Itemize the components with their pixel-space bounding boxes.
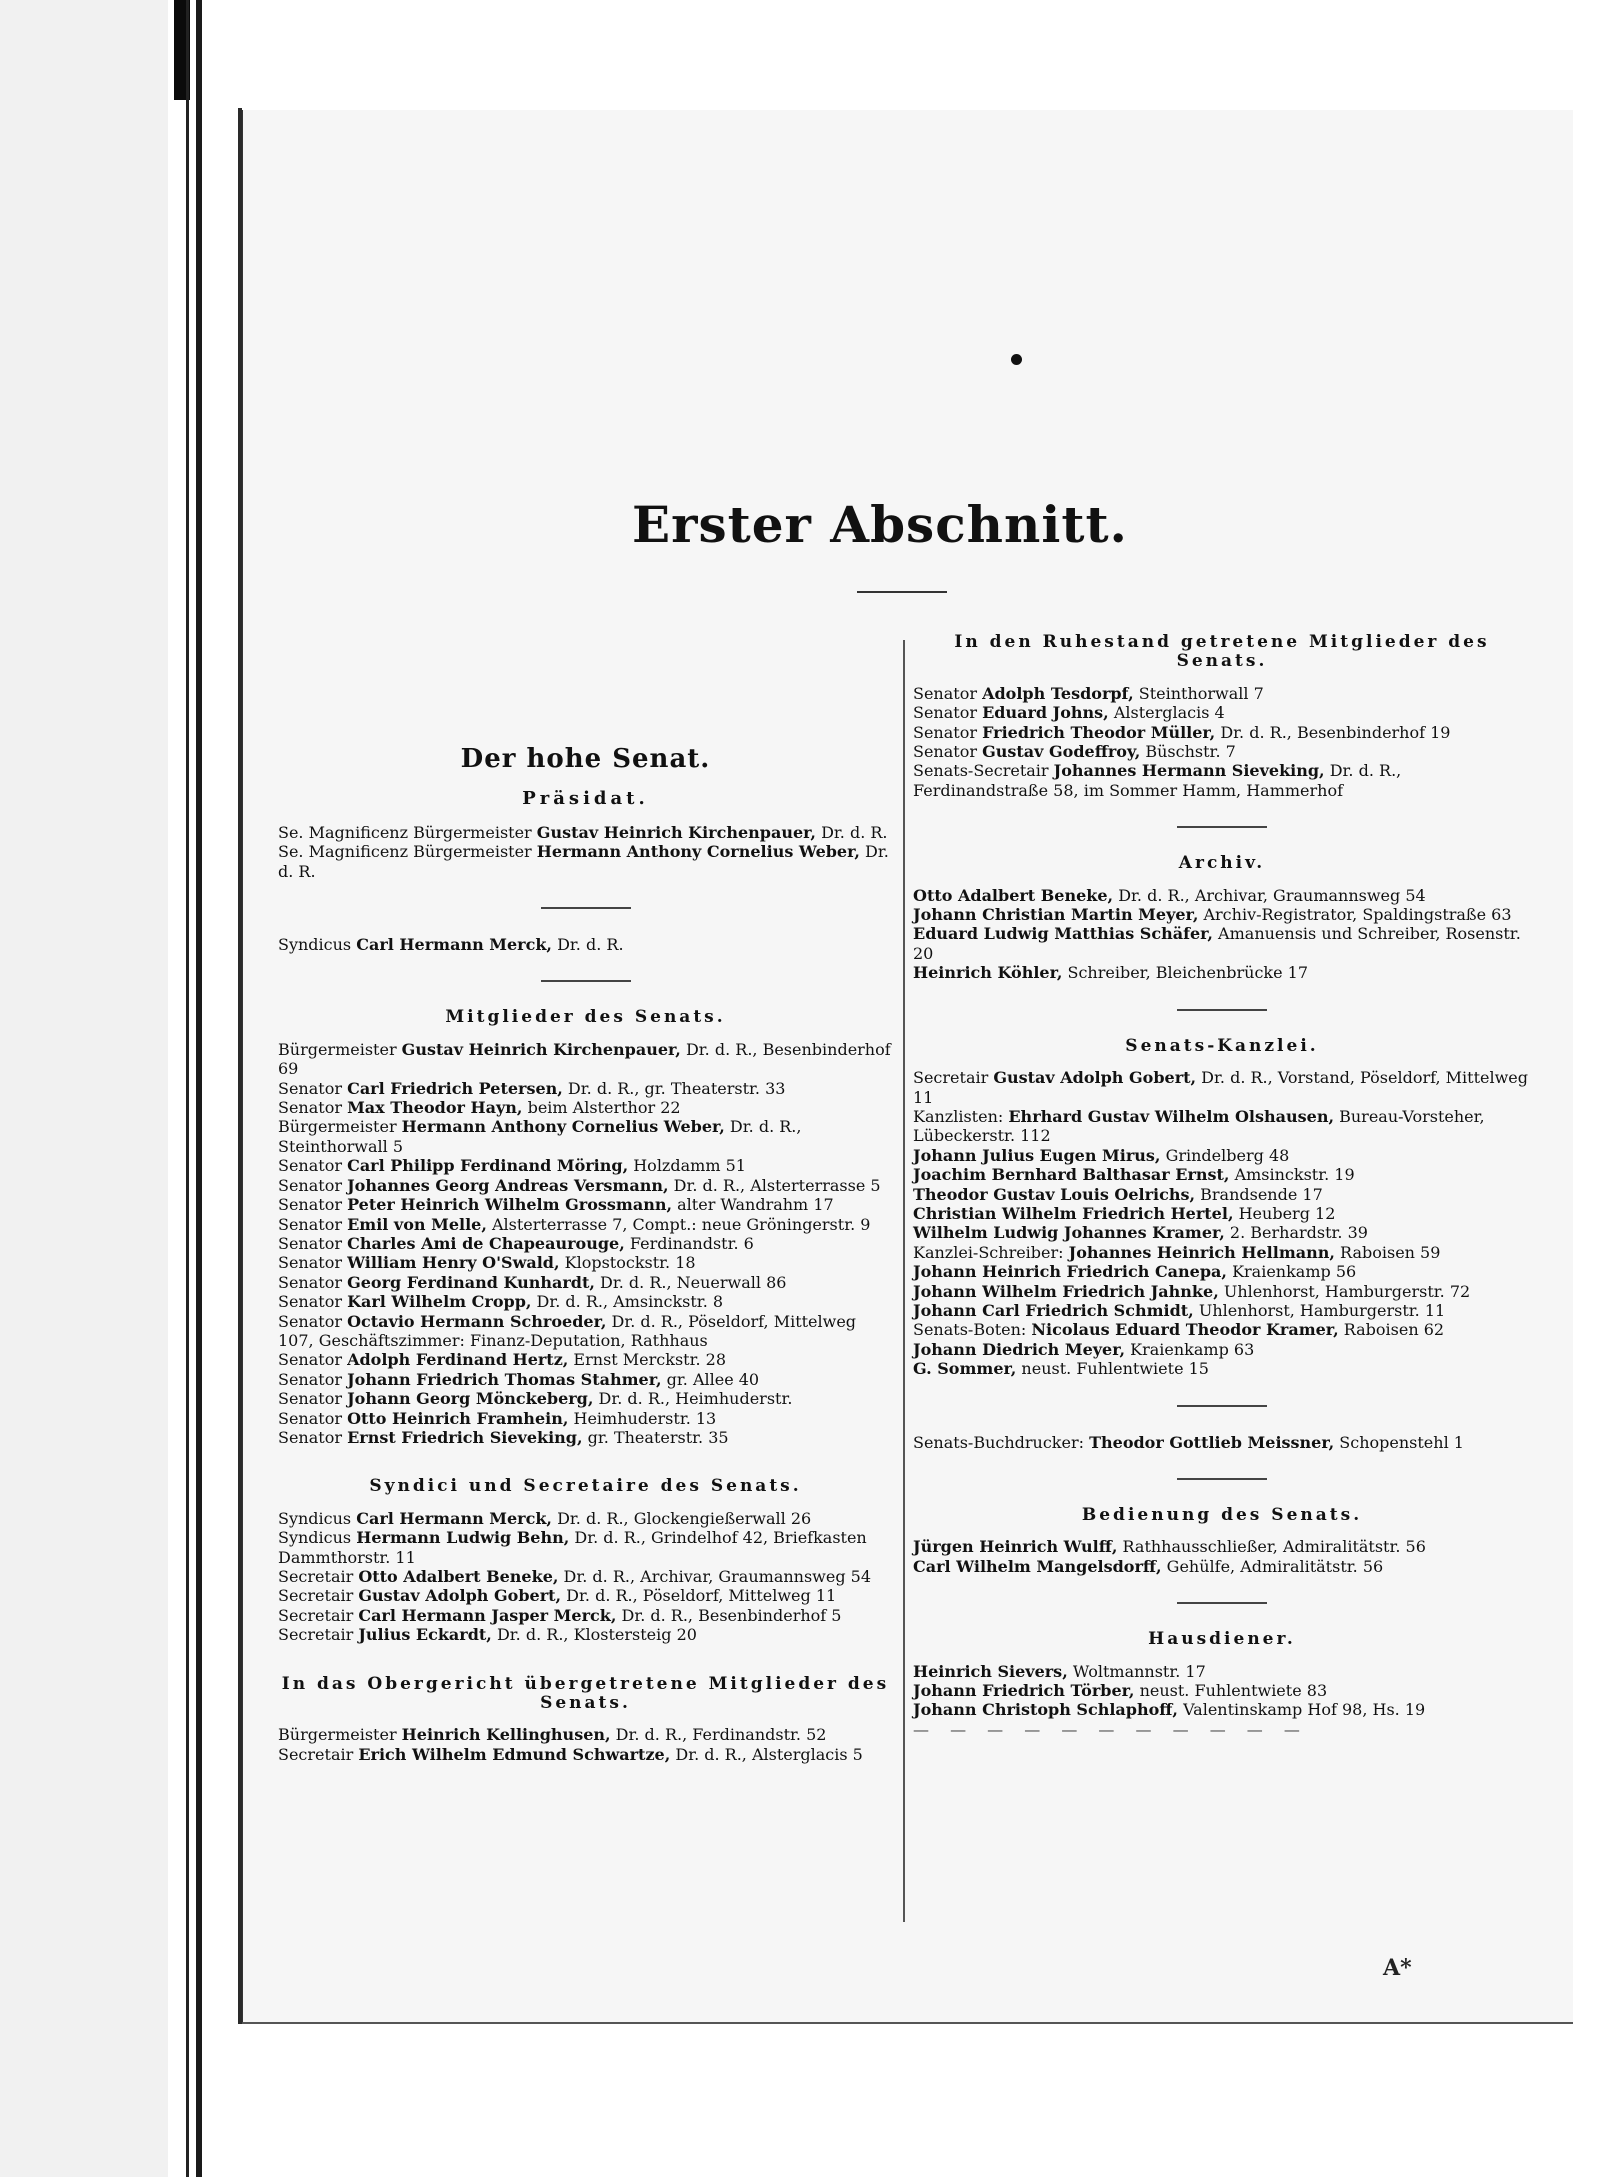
entry-details: Dr. d. R., Pöseldorf, Mittelweg 11	[561, 1586, 837, 1606]
list-item	[278, 1292, 893, 1311]
section-rule	[1177, 1405, 1267, 1407]
section-rule	[1177, 1602, 1267, 1604]
list-item	[278, 1528, 893, 1567]
entry-title: Senator	[913, 722, 983, 742]
entry-details: Raboisen 59	[1334, 1242, 1441, 1262]
entry-name: Theodor Gustav Louis Oelrichs,	[913, 1184, 1196, 1204]
entry-name: Joachim Bernhard Balthasar Ernst,	[913, 1165, 1230, 1185]
entry-details: beim Alsterthor 22	[522, 1098, 681, 1118]
title-rule	[857, 591, 947, 593]
entry-details: Grindelberg 48	[1160, 1145, 1290, 1165]
entry-details: Dr. d. R., Grindelhof 42, Briefkasten Dammthorstr. 11	[278, 1528, 867, 1567]
entry-title: Senator	[278, 1175, 348, 1195]
entry-details: Raboisen 62	[1338, 1320, 1445, 1340]
entry-name: Gustav Adolph Gobert,	[358, 1586, 562, 1606]
entry-title: Se. Magnificenz Bürgermeister	[278, 842, 537, 862]
ruhestand-list	[913, 684, 1531, 800]
entry-title: Senator	[278, 1427, 348, 1447]
column-divider	[903, 640, 905, 1922]
hausdiener-list	[913, 1662, 1531, 1720]
list-item	[913, 684, 1531, 703]
entry-details: Uhlenhorst, Hamburgerstr. 72	[1218, 1281, 1471, 1301]
entry-title: Senats-Buchdrucker:	[913, 1432, 1090, 1452]
entry-title: Senator	[278, 1078, 348, 1098]
entry-details: Alsterterrasse 7, Compt.: neue Gröningerstr. 9	[486, 1214, 871, 1234]
entry-title: Kanzlisten:	[913, 1106, 1009, 1126]
entry-name: Gustav Heinrich Kirchenpauer,	[536, 822, 816, 842]
entry-name: Jürgen Heinrich Wulff,	[913, 1537, 1118, 1557]
entry-name: Johann Friedrich Thomas Stahmer,	[347, 1369, 662, 1389]
entry-name: Heinrich Kellinghusen,	[401, 1725, 611, 1745]
list-item	[278, 1725, 893, 1744]
entry-details: Heuberg 12	[1233, 1203, 1336, 1223]
list-item	[913, 1282, 1531, 1301]
kanzlei-heading: Senats-Kanzlei.	[1125, 1035, 1319, 1056]
entry-title: Senator	[278, 1408, 348, 1428]
entry-name: Theodor Gottlieb Meissner,	[1089, 1432, 1335, 1452]
entry-details: Dr. d. R., Steinthorwall 5	[278, 1117, 802, 1156]
list-item	[278, 1350, 893, 1369]
list-item	[913, 1359, 1531, 1378]
list-item	[913, 1165, 1531, 1184]
mitglieder-list	[278, 1040, 893, 1448]
entry-details: Valentinskamp Hof 98, Hs. 19	[1177, 1700, 1426, 1720]
entry-details: Woltmannstr. 17	[1067, 1661, 1206, 1681]
entry-name: G. Sommer,	[913, 1359, 1017, 1379]
syndici-list	[278, 1509, 893, 1645]
entry-name: Karl Wilhelm Cropp,	[347, 1292, 532, 1312]
entry-name: Nicolaus Eduard Theodor Kramer,	[1031, 1320, 1339, 1340]
kanzlei-list	[913, 1068, 1531, 1379]
entry-details: Ferdinandstr. 6	[624, 1233, 754, 1253]
entry-details: Gehülfe, Admiralitätstr. 56	[1161, 1556, 1384, 1576]
entry-details: Schreiber, Bleichenbrücke 17	[1062, 963, 1309, 983]
bedienung-list	[913, 1537, 1531, 1576]
list-item	[913, 1301, 1531, 1320]
entry-name: Max Theodor Hayn,	[347, 1098, 523, 1118]
list-item	[278, 1176, 893, 1195]
bedienung-heading: Bedienung des Senats.	[1081, 1505, 1363, 1525]
entry-details: Dr. d. R., Pöseldorf, Mittelweg 107, Geschäftszimmer: Finanz-Deputation, Rathhaus	[278, 1311, 857, 1350]
list-item	[913, 1557, 1531, 1576]
entry-name: Adolph Ferdinand Hertz,	[347, 1350, 569, 1370]
list-item	[278, 1195, 893, 1214]
entry-name: Johann Friedrich Törber,	[913, 1681, 1135, 1701]
entry-title: Bürgermeister	[278, 1039, 402, 1059]
entry-details: alter Wandrahm 17	[672, 1195, 834, 1215]
entry-name: Georg Ferdinand Kunhardt,	[347, 1272, 595, 1292]
entry-title: Senator	[278, 1272, 348, 1292]
entry-name: Carl Philipp Ferdinand Möring,	[347, 1156, 629, 1176]
entry-details: Dr. d. R.	[815, 822, 888, 842]
scan-edge-bar	[196, 0, 202, 2177]
entry-title: Secretair	[278, 1586, 359, 1606]
section-rule	[541, 907, 631, 909]
entry-name: Johann Carl Friedrich Schmidt,	[913, 1300, 1194, 1320]
entry-title: Senator	[913, 683, 983, 703]
mitglieder-heading: Mitglieder des Senats.	[445, 1007, 726, 1028]
list-item	[913, 905, 1531, 924]
entry-name: Ernst Friedrich Sieveking,	[347, 1427, 583, 1447]
entry-title: Senator	[278, 1311, 348, 1331]
entry-title: Senator	[278, 1350, 348, 1370]
entry-name: Emil von Melle,	[347, 1214, 487, 1234]
entry-name: Carl Wilhelm Mangelsdorff,	[913, 1556, 1162, 1576]
entry-details: Amanuensis und Schreiber, Rosenstr. 20	[913, 924, 1521, 963]
entry-name: Johann Julius Eugen Mirus,	[913, 1145, 1161, 1165]
entry-title: Senator	[278, 1253, 348, 1273]
entry-name: Carl Hermann Jasper Merck,	[358, 1605, 617, 1625]
entry-details: Dr. d. R., Vorstand, Pöseldorf, Mittelweg 11	[913, 1068, 1528, 1107]
entry-name: Otto Adalbert Beneke,	[913, 885, 1114, 905]
entry-name: Carl Hermann Merck,	[356, 935, 552, 955]
entry-name: Johannes Georg Andreas Versmann,	[347, 1175, 669, 1195]
entry-title: Senator	[278, 1156, 348, 1176]
list-item	[278, 823, 893, 842]
syndicus-line	[278, 935, 893, 954]
list-item	[913, 1243, 1531, 1262]
entry-title: Senats-Secretair	[913, 761, 1054, 781]
entry-title: Secretair	[278, 1605, 359, 1625]
entry-name: Johann Heinrich Friedrich Canepa,	[913, 1262, 1227, 1282]
entry-details: Büschstr. 7	[1140, 742, 1236, 762]
entry-title: Senats-Boten:	[913, 1320, 1032, 1340]
list-item	[278, 1117, 893, 1156]
list-item	[913, 1340, 1531, 1359]
list-item	[913, 1262, 1531, 1281]
entry-details: Archiv-Registrator, Spaldingstraße 63	[1198, 905, 1512, 925]
list-item	[278, 1389, 893, 1408]
right-column	[913, 633, 1531, 1739]
list-item	[913, 1107, 1531, 1146]
senat-heading: Der hohe Senat.	[460, 744, 711, 774]
buchdrucker-line	[913, 1433, 1531, 1452]
list-item	[913, 723, 1531, 742]
entry-details: Brandsende 17	[1195, 1184, 1323, 1204]
entry-title: Bürgermeister	[278, 1725, 402, 1745]
entry-details: gr. Theaterstr. 35	[582, 1427, 729, 1447]
ruhestand-heading: In den Ruhestand getretene Mitglieder des Senats.	[954, 632, 1490, 672]
list-item	[913, 963, 1531, 982]
entry-name: Eduard Johns,	[982, 703, 1109, 723]
entry-details: neust. Fuhlentwiete 15	[1016, 1359, 1209, 1379]
list-item	[278, 1586, 893, 1605]
entry-name: Adolph Tesdorpf,	[982, 683, 1134, 703]
entry-title: Syndicus	[278, 935, 357, 955]
entry-details: Klopstockstr. 18	[559, 1253, 696, 1273]
entry-name: Johannes Hermann Sieveking,	[1053, 761, 1325, 781]
entry-details: Dr. d. R., Alsterterrasse 5	[668, 1175, 881, 1195]
list-item	[913, 1537, 1531, 1556]
list-item	[278, 1745, 893, 1764]
entry-title: Senator	[913, 742, 983, 762]
entry-title: Secretair	[278, 1625, 359, 1645]
entry-name: Wilhelm Ludwig Johannes Kramer,	[913, 1223, 1225, 1243]
entry-details: Kraienkamp 63	[1125, 1339, 1255, 1359]
archiv-list	[913, 886, 1531, 983]
list-item	[278, 1040, 893, 1079]
entry-details: Steinthorwall 7	[1133, 683, 1264, 703]
entry-name: Carl Friedrich Petersen,	[347, 1078, 563, 1098]
entry-title: Syndicus	[278, 1528, 357, 1548]
entry-title: Senator	[278, 1098, 348, 1118]
section-rule	[1177, 826, 1267, 828]
list-item	[278, 1312, 893, 1351]
entry-name: Octavio Hermann Schroeder,	[347, 1311, 607, 1331]
entry-details: Dr. d. R., Amsinckstr. 8	[531, 1292, 724, 1312]
ink-dot	[1011, 354, 1022, 365]
entry-name: Ehrhard Gustav Wilhelm Olshausen,	[1008, 1106, 1335, 1126]
entry-name: Gustav Godeffroy,	[982, 742, 1141, 762]
entry-name: Heinrich Sievers,	[913, 1661, 1068, 1681]
entry-details: Dr. d. R.	[552, 935, 624, 955]
list-item	[278, 1273, 893, 1292]
list-item	[913, 761, 1531, 800]
scan-edge-line	[186, 0, 189, 2177]
entry-name: Hermann Anthony Cornelius Weber,	[536, 842, 860, 862]
entry-name: Erich Wilhelm Edmund Schwartze,	[358, 1744, 671, 1764]
list-item	[278, 842, 893, 881]
entry-title: Senator	[278, 1292, 348, 1312]
list-item	[913, 703, 1531, 722]
entry-name: Heinrich Köhler,	[913, 963, 1063, 983]
list-item	[278, 1079, 893, 1098]
hausdiener-heading: Hausdiener.	[1148, 1629, 1296, 1650]
list-item	[278, 1567, 893, 1586]
entry-name: William Henry O'Swald,	[347, 1253, 560, 1273]
entry-name: Christian Wilhelm Friedrich Hertel,	[913, 1203, 1234, 1223]
entry-name: Peter Heinrich Wilhelm Grossmann,	[347, 1195, 673, 1215]
list-item	[913, 1146, 1531, 1165]
entry-details: Dr. d. R., Besenbinderhof 5	[616, 1605, 842, 1625]
entry-details: Dr. d. R., Ferdinandstraße 58, im Sommer Hamm, Hammerhof	[913, 761, 1402, 800]
entry-title: Se. Magnificenz Bürgermeister	[278, 822, 537, 842]
entry-name: Gustav Adolph Gobert,	[993, 1068, 1197, 1088]
list-item	[913, 1185, 1531, 1204]
list-item	[913, 742, 1531, 761]
entry-details: Dr. d. R., Besenbinderhof 69	[278, 1039, 891, 1079]
list-item	[913, 886, 1531, 905]
entry-details: Dr. d. R., Klostersteig 20	[491, 1625, 697, 1645]
entry-details: 2. Berhardstr. 39	[1224, 1223, 1368, 1243]
list-item	[278, 1215, 893, 1234]
facing-page-margin	[0, 0, 168, 2177]
entry-title: Senator	[278, 1389, 348, 1409]
list-item	[913, 1681, 1531, 1700]
list-item	[913, 1068, 1531, 1107]
list-item	[913, 1204, 1531, 1223]
section-rule	[541, 980, 631, 982]
list-item	[278, 1409, 893, 1428]
entry-title: Senator	[278, 1369, 348, 1389]
entry-name: Johannes Heinrich Hellmann,	[1068, 1242, 1335, 1262]
entry-title: Senator	[278, 1214, 348, 1234]
entry-details: Ernst Merckstr. 28	[568, 1350, 727, 1370]
list-item	[913, 1700, 1531, 1719]
entry-details: Dr. d. R., Archivar, Graumannsweg 54	[558, 1567, 872, 1586]
section-rule	[1177, 1009, 1267, 1011]
praesidat-heading: Präsidat.	[522, 788, 649, 810]
syndici-heading: Syndici und Secretaire des Senats.	[369, 1476, 802, 1497]
entry-details: Dr. d. R., Alsterglacis 5	[670, 1744, 863, 1764]
signature-mark: A*	[1383, 1955, 1412, 1981]
left-column	[278, 744, 893, 1764]
list-item	[278, 1625, 893, 1644]
entry-details: Uhlenhorst, Hamburgerstr. 11	[1193, 1300, 1446, 1320]
list-item	[278, 1253, 893, 1272]
entry-title: Secretair	[278, 1744, 359, 1764]
entry-title: Secretair	[913, 1068, 994, 1088]
obergericht-heading: In das Obergericht übergetretene Mitglieder des Senats.	[281, 1673, 890, 1714]
list-item	[278, 1509, 893, 1528]
entry-name: Otto Adalbert Beneke,	[358, 1567, 559, 1586]
entry-details: Dr. d. R.	[278, 842, 889, 881]
list-item	[913, 1662, 1531, 1681]
entry-name: Johann Christian Martin Meyer,	[913, 905, 1199, 925]
page-left-border	[238, 108, 242, 2024]
entry-name: Hermann Ludwig Behn,	[356, 1528, 570, 1548]
entry-name: Eduard Ludwig Matthias Schäfer,	[913, 924, 1213, 944]
entry-details: neust. Fuhlentwiete 83	[1134, 1681, 1328, 1701]
entry-details: Holzdamm 51	[628, 1156, 746, 1176]
entry-details: Dr. d. R., gr. Theaterstr. 33	[562, 1078, 786, 1098]
entry-details: Kraienkamp 56	[1226, 1262, 1357, 1282]
entry-details: Heimhuderstr. 13	[568, 1408, 717, 1428]
entry-details: Alsterglacis 4	[1108, 703, 1225, 723]
entry-name: Johann Wilhelm Friedrich Jahnke,	[913, 1281, 1219, 1301]
entry-details: Schopenstehl 1	[1334, 1432, 1464, 1452]
page-title: Erster Abschnitt.	[632, 495, 1128, 554]
list-item	[913, 1320, 1531, 1339]
praesidat-list	[278, 823, 893, 881]
obergericht-list	[278, 1725, 893, 1764]
entry-details: gr. Allee 40	[661, 1369, 760, 1389]
closing-dash-line: — — — — — — — — — — —	[913, 1719, 1308, 1739]
list-item	[913, 1433, 1531, 1452]
entry-title: Kanzlei-Schreiber:	[913, 1242, 1069, 1262]
entry-details: Dr. d. R., Ferdinandstr. 52	[610, 1725, 827, 1745]
section-rule	[1177, 1478, 1267, 1480]
entry-name: Julius Eckardt,	[358, 1625, 492, 1645]
list-item	[278, 1098, 893, 1117]
entry-details: Dr. d. R., Glockengießerwall 26	[552, 1508, 812, 1528]
list-item	[913, 1223, 1531, 1242]
entry-name: Johann Diedrich Meyer,	[913, 1339, 1126, 1359]
list-item	[278, 1156, 893, 1175]
entry-details: Bureau-Vorsteher, Lübeckerstr. 112	[913, 1106, 1485, 1146]
entry-details: Amsinckstr. 19	[1229, 1165, 1355, 1185]
entry-details: Dr. d. R., Heimhuderstr.	[593, 1389, 793, 1409]
entry-details: Dr. d. R., Neuerwall 86	[594, 1272, 787, 1292]
entry-details: Rathhausschließer, Admiralitätstr. 56	[1117, 1537, 1426, 1557]
entry-name: Hermann Anthony Cornelius Weber,	[401, 1117, 725, 1137]
entry-title: Senator	[278, 1233, 348, 1253]
list-item	[278, 1370, 893, 1389]
entry-name: Charles Ami de Chapeaurouge,	[347, 1233, 625, 1253]
entry-name: Friedrich Theodor Müller,	[982, 722, 1216, 742]
list-item	[913, 924, 1531, 963]
entry-name: Johann Christoph Schlaphoff,	[913, 1700, 1178, 1720]
list-item	[278, 935, 893, 954]
entry-title: Bürgermeister	[278, 1117, 402, 1137]
list-item	[278, 1606, 893, 1625]
archiv-heading: Archiv.	[1178, 853, 1266, 874]
entry-name: Carl Hermann Merck,	[356, 1508, 552, 1528]
entry-details: Dr. d. R., Besenbinderhof 19	[1215, 722, 1451, 742]
entry-name: Johann Georg Mönckeberg,	[347, 1389, 594, 1409]
list-item	[278, 1428, 893, 1447]
entry-title: Senator	[278, 1195, 348, 1215]
entry-name: Gustav Heinrich Kirchenpauer,	[401, 1039, 681, 1059]
entry-name: Otto Heinrich Framhein,	[347, 1408, 569, 1428]
entry-title: Senator	[913, 703, 983, 723]
entry-title: Syndicus	[278, 1508, 357, 1528]
entry-title: Secretair	[278, 1567, 359, 1586]
entry-details: Dr. d. R., Archivar, Graumannsweg 54	[1113, 885, 1426, 905]
list-item	[278, 1234, 893, 1253]
